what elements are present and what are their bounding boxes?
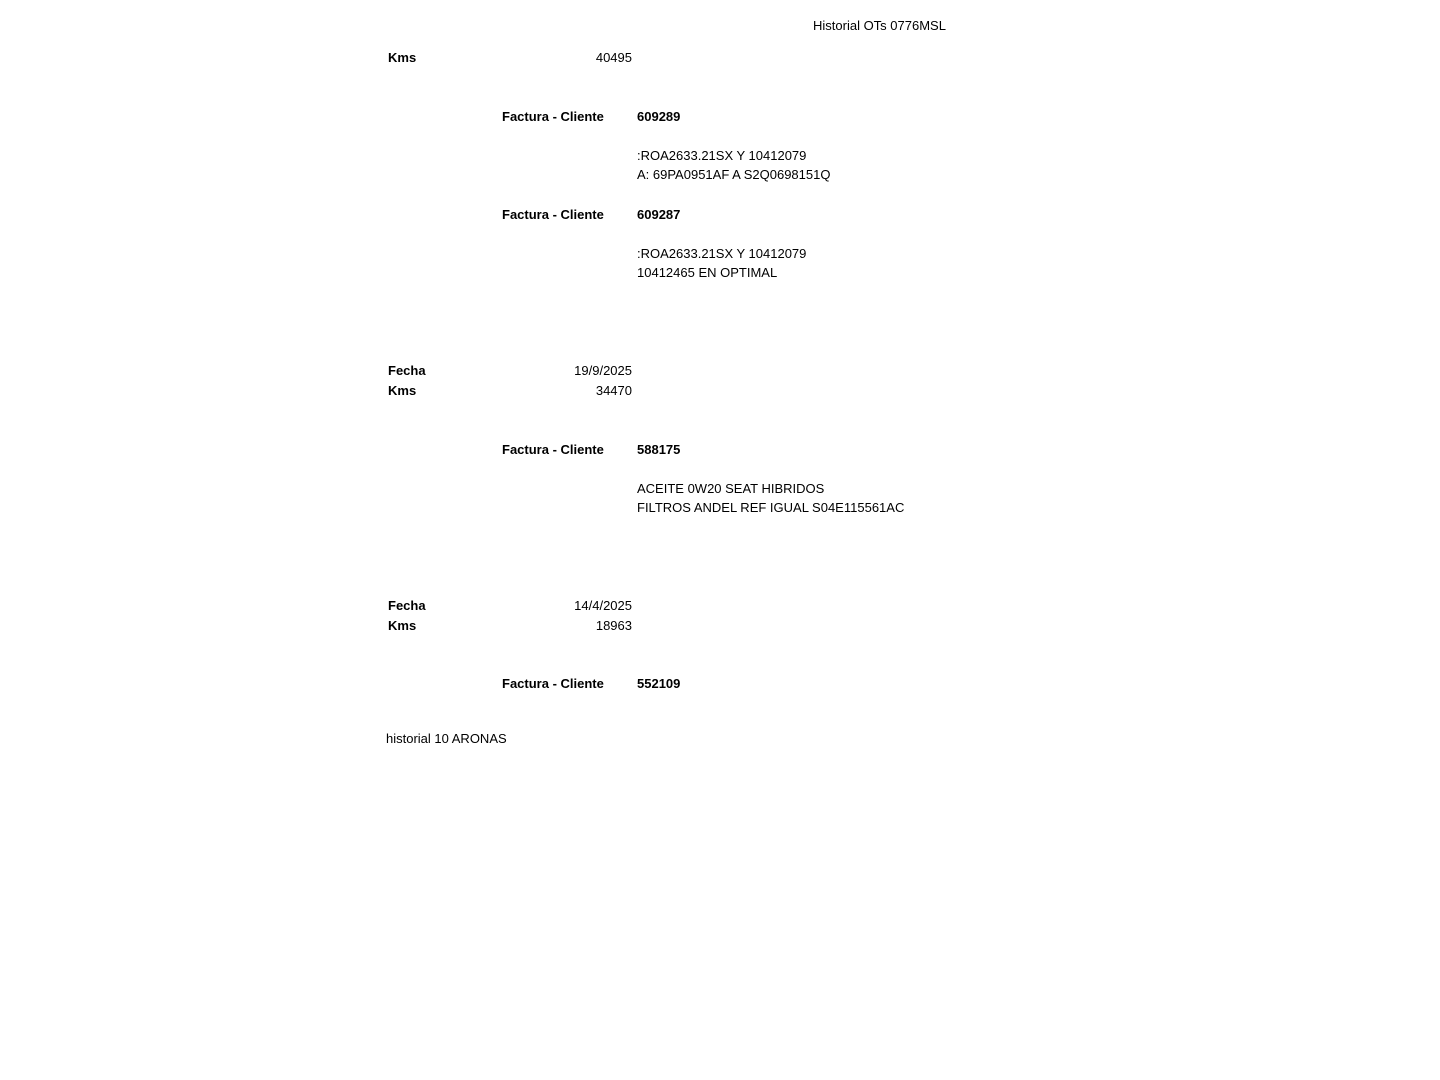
- invoice-label: Factura - Cliente: [502, 676, 604, 691]
- invoice-note: FILTROS ANDEL REF IGUAL S04E115561AC: [637, 500, 905, 515]
- invoice-number: 588175: [637, 442, 681, 457]
- kms-value: 34470: [595, 383, 632, 398]
- kms-label: Kms: [388, 50, 417, 65]
- invoice-note: :ROA2633.21SX Y 10412079: [637, 246, 807, 261]
- page-title: Historial OTs 0776MSL: [813, 18, 946, 33]
- invoice-note: A: 69PA0951AF A S2Q0698151Q: [637, 167, 831, 182]
- invoice-label: Factura - Cliente: [502, 109, 604, 124]
- fecha-value: 14/4/2025: [574, 598, 632, 613]
- invoice-note: :ROA2633.21SX Y 10412079: [637, 148, 807, 163]
- invoice-number: 609287: [637, 207, 681, 222]
- invoice-label: Factura - Cliente: [502, 442, 604, 457]
- invoice-number: 552109: [637, 676, 681, 691]
- fecha-label: Fecha: [388, 598, 426, 613]
- kms-label: Kms: [388, 383, 417, 398]
- kms-value: 18963: [595, 618, 632, 633]
- invoice-label: Factura - Cliente: [502, 207, 604, 222]
- page-footer: historial 10 ARONAS: [386, 731, 507, 746]
- invoice-number: 609289: [637, 109, 681, 124]
- fecha-value: 19/9/2025: [574, 363, 632, 378]
- fecha-label: Fecha: [388, 363, 426, 378]
- kms-label: Kms: [388, 618, 417, 633]
- invoice-note: ACEITE 0W20 SEAT HIBRIDOS: [637, 481, 825, 496]
- invoice-note: 10412465 EN OPTIMAL: [637, 265, 778, 280]
- kms-value: 40495: [595, 50, 632, 65]
